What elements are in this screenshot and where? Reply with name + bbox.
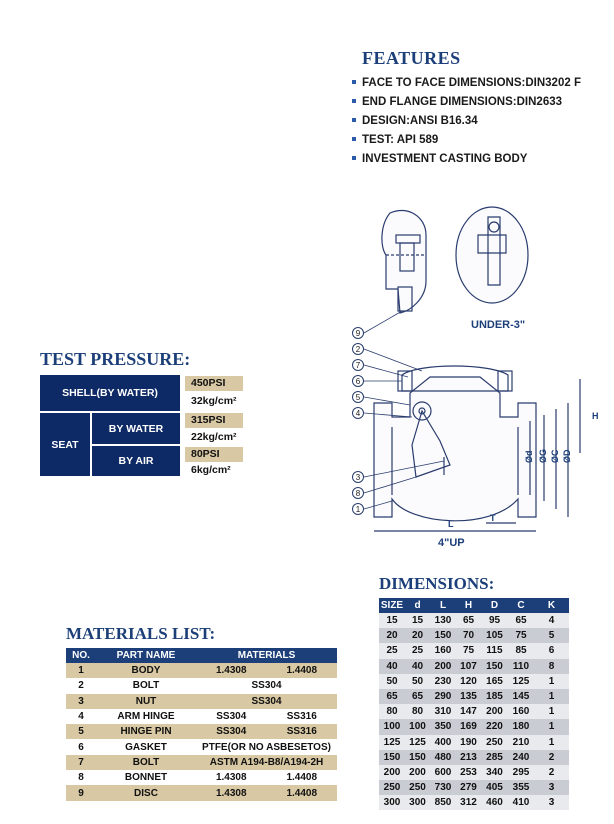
dimension-cell: 105 bbox=[481, 628, 508, 643]
dimension-cell: 100 bbox=[405, 719, 430, 734]
dimension-cell: 200 bbox=[405, 765, 430, 780]
material-grade-2: 1.4408 bbox=[286, 787, 318, 799]
material-row bbox=[66, 770, 337, 785]
material-grade-2: 1.4408 bbox=[286, 772, 318, 784]
callout-7: 7 bbox=[355, 361, 361, 370]
feature-item: INVESTMENT CASTING BODY bbox=[352, 150, 614, 169]
material-grade-1: SS304 bbox=[216, 711, 247, 723]
material-part: BONNET bbox=[96, 770, 196, 785]
material-value: PTFE(OR NO ASBESETOS) bbox=[196, 739, 337, 754]
dimension-cell: 80 bbox=[379, 704, 405, 719]
material-part: NUT bbox=[96, 694, 196, 709]
dimension-cell: 75 bbox=[508, 628, 534, 643]
material-grade-2: SS316 bbox=[286, 711, 317, 723]
material-row bbox=[66, 785, 337, 800]
dimension-cell: 285 bbox=[481, 750, 508, 765]
dimension-cell: 25 bbox=[405, 643, 430, 658]
material-part: GASKET bbox=[96, 739, 196, 754]
dimension-cell: 480 bbox=[430, 750, 456, 765]
material-grade-1: 1.4308 bbox=[215, 772, 247, 784]
material-value: ASTM A194-B8/A194-2H bbox=[196, 755, 337, 770]
test-pressure-table bbox=[40, 375, 245, 476]
dimension-cell: 115 bbox=[481, 643, 508, 658]
dimension-cell: 250 bbox=[379, 780, 405, 795]
mat-header-materials: MATERIALS bbox=[196, 648, 337, 663]
material-row bbox=[66, 663, 337, 678]
dimension-cell: 8 bbox=[534, 659, 569, 674]
dimension-cell: 460 bbox=[481, 795, 508, 810]
dimension-cell: 50 bbox=[405, 674, 430, 689]
bullet-icon bbox=[352, 118, 356, 122]
material-value: SS304 bbox=[196, 694, 337, 709]
material-grade-2: 1.4408 bbox=[286, 665, 318, 677]
bullet-icon bbox=[352, 80, 356, 84]
material-no: 8 bbox=[66, 770, 96, 785]
callout-8: 8 bbox=[355, 489, 361, 498]
material-grade-1: 1.4308 bbox=[215, 665, 247, 677]
dimension-row bbox=[379, 780, 569, 795]
callout-1: 1 bbox=[355, 505, 361, 514]
dimension-cell: 150 bbox=[430, 628, 456, 643]
dimension-cell: 6 bbox=[534, 643, 569, 658]
material-grade-1: SS304 bbox=[216, 726, 247, 738]
material-part: BOLT bbox=[96, 755, 196, 770]
dimensions-heading: DIMENSIONS: bbox=[379, 574, 495, 593]
dimension-cell: 190 bbox=[456, 735, 481, 750]
dim-header: D bbox=[481, 598, 508, 613]
material-part: HINGE PIN bbox=[96, 724, 196, 739]
material-grade-2: SS316 bbox=[286, 726, 317, 738]
dimension-cell: 160 bbox=[508, 704, 534, 719]
dimension-cell: 125 bbox=[379, 735, 405, 750]
material-part: ARM HINGE bbox=[96, 709, 196, 724]
material-no: 5 bbox=[66, 724, 96, 739]
feature-item: TEST: API 589 bbox=[352, 131, 614, 150]
material-row bbox=[66, 678, 337, 693]
dimension-cell: 1 bbox=[534, 674, 569, 689]
dimension-cell: 1 bbox=[534, 719, 569, 734]
dimension-cell: 340 bbox=[481, 765, 508, 780]
dimension-cell: 1 bbox=[534, 735, 569, 750]
dimension-cell: 220 bbox=[481, 719, 508, 734]
dimension-cell: 185 bbox=[481, 689, 508, 704]
dim-label-d: Ød bbox=[524, 450, 534, 463]
material-no: 7 bbox=[66, 755, 96, 770]
dimension-cell: 75 bbox=[456, 643, 481, 658]
dimension-cell: 95 bbox=[481, 613, 508, 628]
dimension-cell: 65 bbox=[508, 613, 534, 628]
under-3-label: UNDER-3" bbox=[471, 319, 526, 331]
features-list bbox=[352, 74, 614, 169]
dimension-cell: 40 bbox=[405, 659, 430, 674]
feature-item: FACE TO FACE DIMENSIONS:DIN3202 F bbox=[352, 74, 614, 93]
dimension-cell: 40 bbox=[379, 659, 405, 674]
material-value bbox=[196, 724, 337, 739]
dimension-cell: 70 bbox=[456, 628, 481, 643]
dimension-cell: 50 bbox=[379, 674, 405, 689]
material-value: SS304 bbox=[196, 678, 337, 693]
shell-kg: 32kg/cm² bbox=[191, 395, 237, 407]
dimension-cell: 145 bbox=[508, 689, 534, 704]
dimension-cell: 240 bbox=[508, 750, 534, 765]
dim-header: L bbox=[430, 598, 456, 613]
dimension-cell: 312 bbox=[456, 795, 481, 810]
dimension-cell: 20 bbox=[379, 628, 405, 643]
dimension-cell: 65 bbox=[379, 689, 405, 704]
dimension-cell: 355 bbox=[508, 780, 534, 795]
dimension-cell: 65 bbox=[405, 689, 430, 704]
dimension-cell: 4 bbox=[534, 613, 569, 628]
dimension-cell: 120 bbox=[456, 674, 481, 689]
dimension-cell: 65 bbox=[456, 613, 481, 628]
dimension-row bbox=[379, 704, 569, 719]
dimension-cell: 130 bbox=[430, 613, 456, 628]
4up-label: 4"UP bbox=[438, 537, 465, 549]
dimension-cell: 200 bbox=[430, 659, 456, 674]
dim-header: H bbox=[456, 598, 481, 613]
dimension-cell: 15 bbox=[405, 613, 430, 628]
bullet-icon bbox=[352, 99, 356, 103]
dimension-cell: 150 bbox=[379, 750, 405, 765]
dimension-cell: 2 bbox=[534, 750, 569, 765]
features-heading: FEATURES bbox=[362, 48, 461, 68]
dimension-cell: 80 bbox=[405, 704, 430, 719]
dim-label-h: H bbox=[592, 411, 599, 421]
dimension-cell: 230 bbox=[430, 674, 456, 689]
dimension-cell: 250 bbox=[481, 735, 508, 750]
materials-heading: MATERIALS LIST: bbox=[66, 624, 216, 643]
mat-header-no: NO. bbox=[66, 648, 96, 663]
valve-drawing bbox=[340, 195, 614, 555]
dimension-cell: 147 bbox=[456, 704, 481, 719]
dimension-cell: 400 bbox=[430, 735, 456, 750]
callout-4: 4 bbox=[355, 409, 361, 418]
dimension-cell: 135 bbox=[456, 689, 481, 704]
bullet-icon bbox=[352, 137, 356, 141]
dimension-cell: 850 bbox=[430, 795, 456, 810]
dimension-row bbox=[379, 750, 569, 765]
dimension-cell: 200 bbox=[481, 704, 508, 719]
material-part: BODY bbox=[96, 663, 196, 678]
callout-5: 5 bbox=[355, 393, 361, 402]
dim-header: C bbox=[508, 598, 534, 613]
feature-item: DESIGN:ANSI B16.34 bbox=[352, 112, 614, 131]
dimension-cell: 169 bbox=[456, 719, 481, 734]
material-row bbox=[66, 694, 337, 709]
feature-item: END FLANGE DIMENSIONS:DIN2633 bbox=[352, 93, 614, 112]
material-value bbox=[196, 785, 337, 800]
dimension-cell: 160 bbox=[430, 643, 456, 658]
dimension-cell: 405 bbox=[481, 780, 508, 795]
dimension-row bbox=[379, 613, 569, 628]
dim-header: K bbox=[534, 598, 569, 613]
material-part: BOLT bbox=[96, 678, 196, 693]
material-row bbox=[66, 739, 337, 754]
water-psi: 315PSI bbox=[185, 413, 243, 428]
by-air-label: BY AIR bbox=[92, 446, 180, 476]
dimension-cell: 213 bbox=[456, 750, 481, 765]
dimension-row bbox=[379, 643, 569, 658]
dimension-cell: 15 bbox=[379, 613, 405, 628]
callout-6: 6 bbox=[355, 377, 361, 386]
dimensions-table-wrap bbox=[379, 598, 556, 810]
dimension-cell: 1 bbox=[534, 704, 569, 719]
dimension-cell: 210 bbox=[508, 735, 534, 750]
dimension-cell: 3 bbox=[534, 780, 569, 795]
dimension-cell: 730 bbox=[430, 780, 456, 795]
callout-3: 3 bbox=[355, 473, 361, 482]
dimension-cell: 290 bbox=[430, 689, 456, 704]
dimension-cell: 295 bbox=[508, 765, 534, 780]
material-grade-1: 1.4308 bbox=[215, 787, 247, 799]
water-kg: 22kg/cm² bbox=[191, 431, 237, 443]
dimension-cell: 125 bbox=[405, 735, 430, 750]
material-no: 1 bbox=[66, 663, 96, 678]
dimension-cell: 350 bbox=[430, 719, 456, 734]
dimension-cell: 25 bbox=[379, 643, 405, 658]
bullet-icon bbox=[352, 156, 356, 160]
materials-table bbox=[66, 648, 337, 801]
dimension-cell: 410 bbox=[508, 795, 534, 810]
dimension-cell: 107 bbox=[456, 659, 481, 674]
dimension-cell: 200 bbox=[379, 765, 405, 780]
dim-header: d bbox=[405, 598, 430, 613]
dimension-cell: 85 bbox=[508, 643, 534, 658]
dim-label-dd: ØD bbox=[562, 449, 572, 463]
dimension-row bbox=[379, 689, 569, 704]
callout-2: 2 bbox=[355, 345, 361, 354]
material-no: 3 bbox=[66, 694, 96, 709]
dimension-row bbox=[379, 628, 569, 643]
dimension-cell: 100 bbox=[379, 719, 405, 734]
dimension-cell: 250 bbox=[405, 780, 430, 795]
material-value bbox=[196, 663, 337, 678]
material-value bbox=[196, 770, 337, 785]
dimensions-table bbox=[379, 598, 569, 810]
material-no: 6 bbox=[66, 739, 96, 754]
dim-label-g: ØG bbox=[538, 448, 548, 463]
dimension-cell: 5 bbox=[534, 628, 569, 643]
dimension-cell: 20 bbox=[405, 628, 430, 643]
dimension-cell: 110 bbox=[508, 659, 534, 674]
air-psi: 80PSI bbox=[185, 447, 243, 462]
material-row bbox=[66, 755, 337, 770]
material-no: 2 bbox=[66, 678, 96, 693]
air-kg: 6kg/cm² bbox=[191, 464, 231, 476]
by-water-label: BY WATER bbox=[92, 413, 180, 444]
dimension-row bbox=[379, 765, 569, 780]
dim-label-t: T bbox=[490, 513, 496, 523]
dimension-cell: 600 bbox=[430, 765, 456, 780]
dimension-cell: 150 bbox=[405, 750, 430, 765]
material-no: 9 bbox=[66, 785, 96, 800]
dim-label-l: L bbox=[448, 519, 454, 529]
dim-label-c: ØC bbox=[550, 449, 560, 463]
dimension-cell: 150 bbox=[481, 659, 508, 674]
dimension-cell: 300 bbox=[405, 795, 430, 810]
material-row bbox=[66, 709, 337, 724]
dimension-cell: 279 bbox=[456, 780, 481, 795]
mat-header-part: PART NAME bbox=[96, 648, 196, 663]
dimension-cell: 253 bbox=[456, 765, 481, 780]
dimension-row bbox=[379, 795, 569, 810]
dimension-row bbox=[379, 719, 569, 734]
callout-9: 9 bbox=[355, 329, 361, 338]
dimension-row bbox=[379, 659, 569, 674]
material-no: 4 bbox=[66, 709, 96, 724]
shell-psi: 450PSI bbox=[185, 376, 243, 391]
material-row bbox=[66, 724, 337, 739]
dimension-cell: 300 bbox=[379, 795, 405, 810]
dimension-cell: 165 bbox=[481, 674, 508, 689]
seat-label: SEAT bbox=[40, 413, 90, 476]
dimension-cell: 310 bbox=[430, 704, 456, 719]
dimension-cell: 180 bbox=[508, 719, 534, 734]
dimension-cell: 1 bbox=[534, 689, 569, 704]
test-pressure-heading: TEST PRESSURE: bbox=[40, 349, 191, 369]
dim-header: SIZE bbox=[380, 600, 404, 611]
dimension-row bbox=[379, 735, 569, 750]
dimension-cell: 3 bbox=[534, 795, 569, 810]
material-value bbox=[196, 709, 337, 724]
dimension-cell: 125 bbox=[508, 674, 534, 689]
dimension-cell: 2 bbox=[534, 765, 569, 780]
dimension-row bbox=[379, 674, 569, 689]
material-part: DISC bbox=[96, 785, 196, 800]
shell-label: SHELL(BY WATER) bbox=[40, 375, 180, 411]
